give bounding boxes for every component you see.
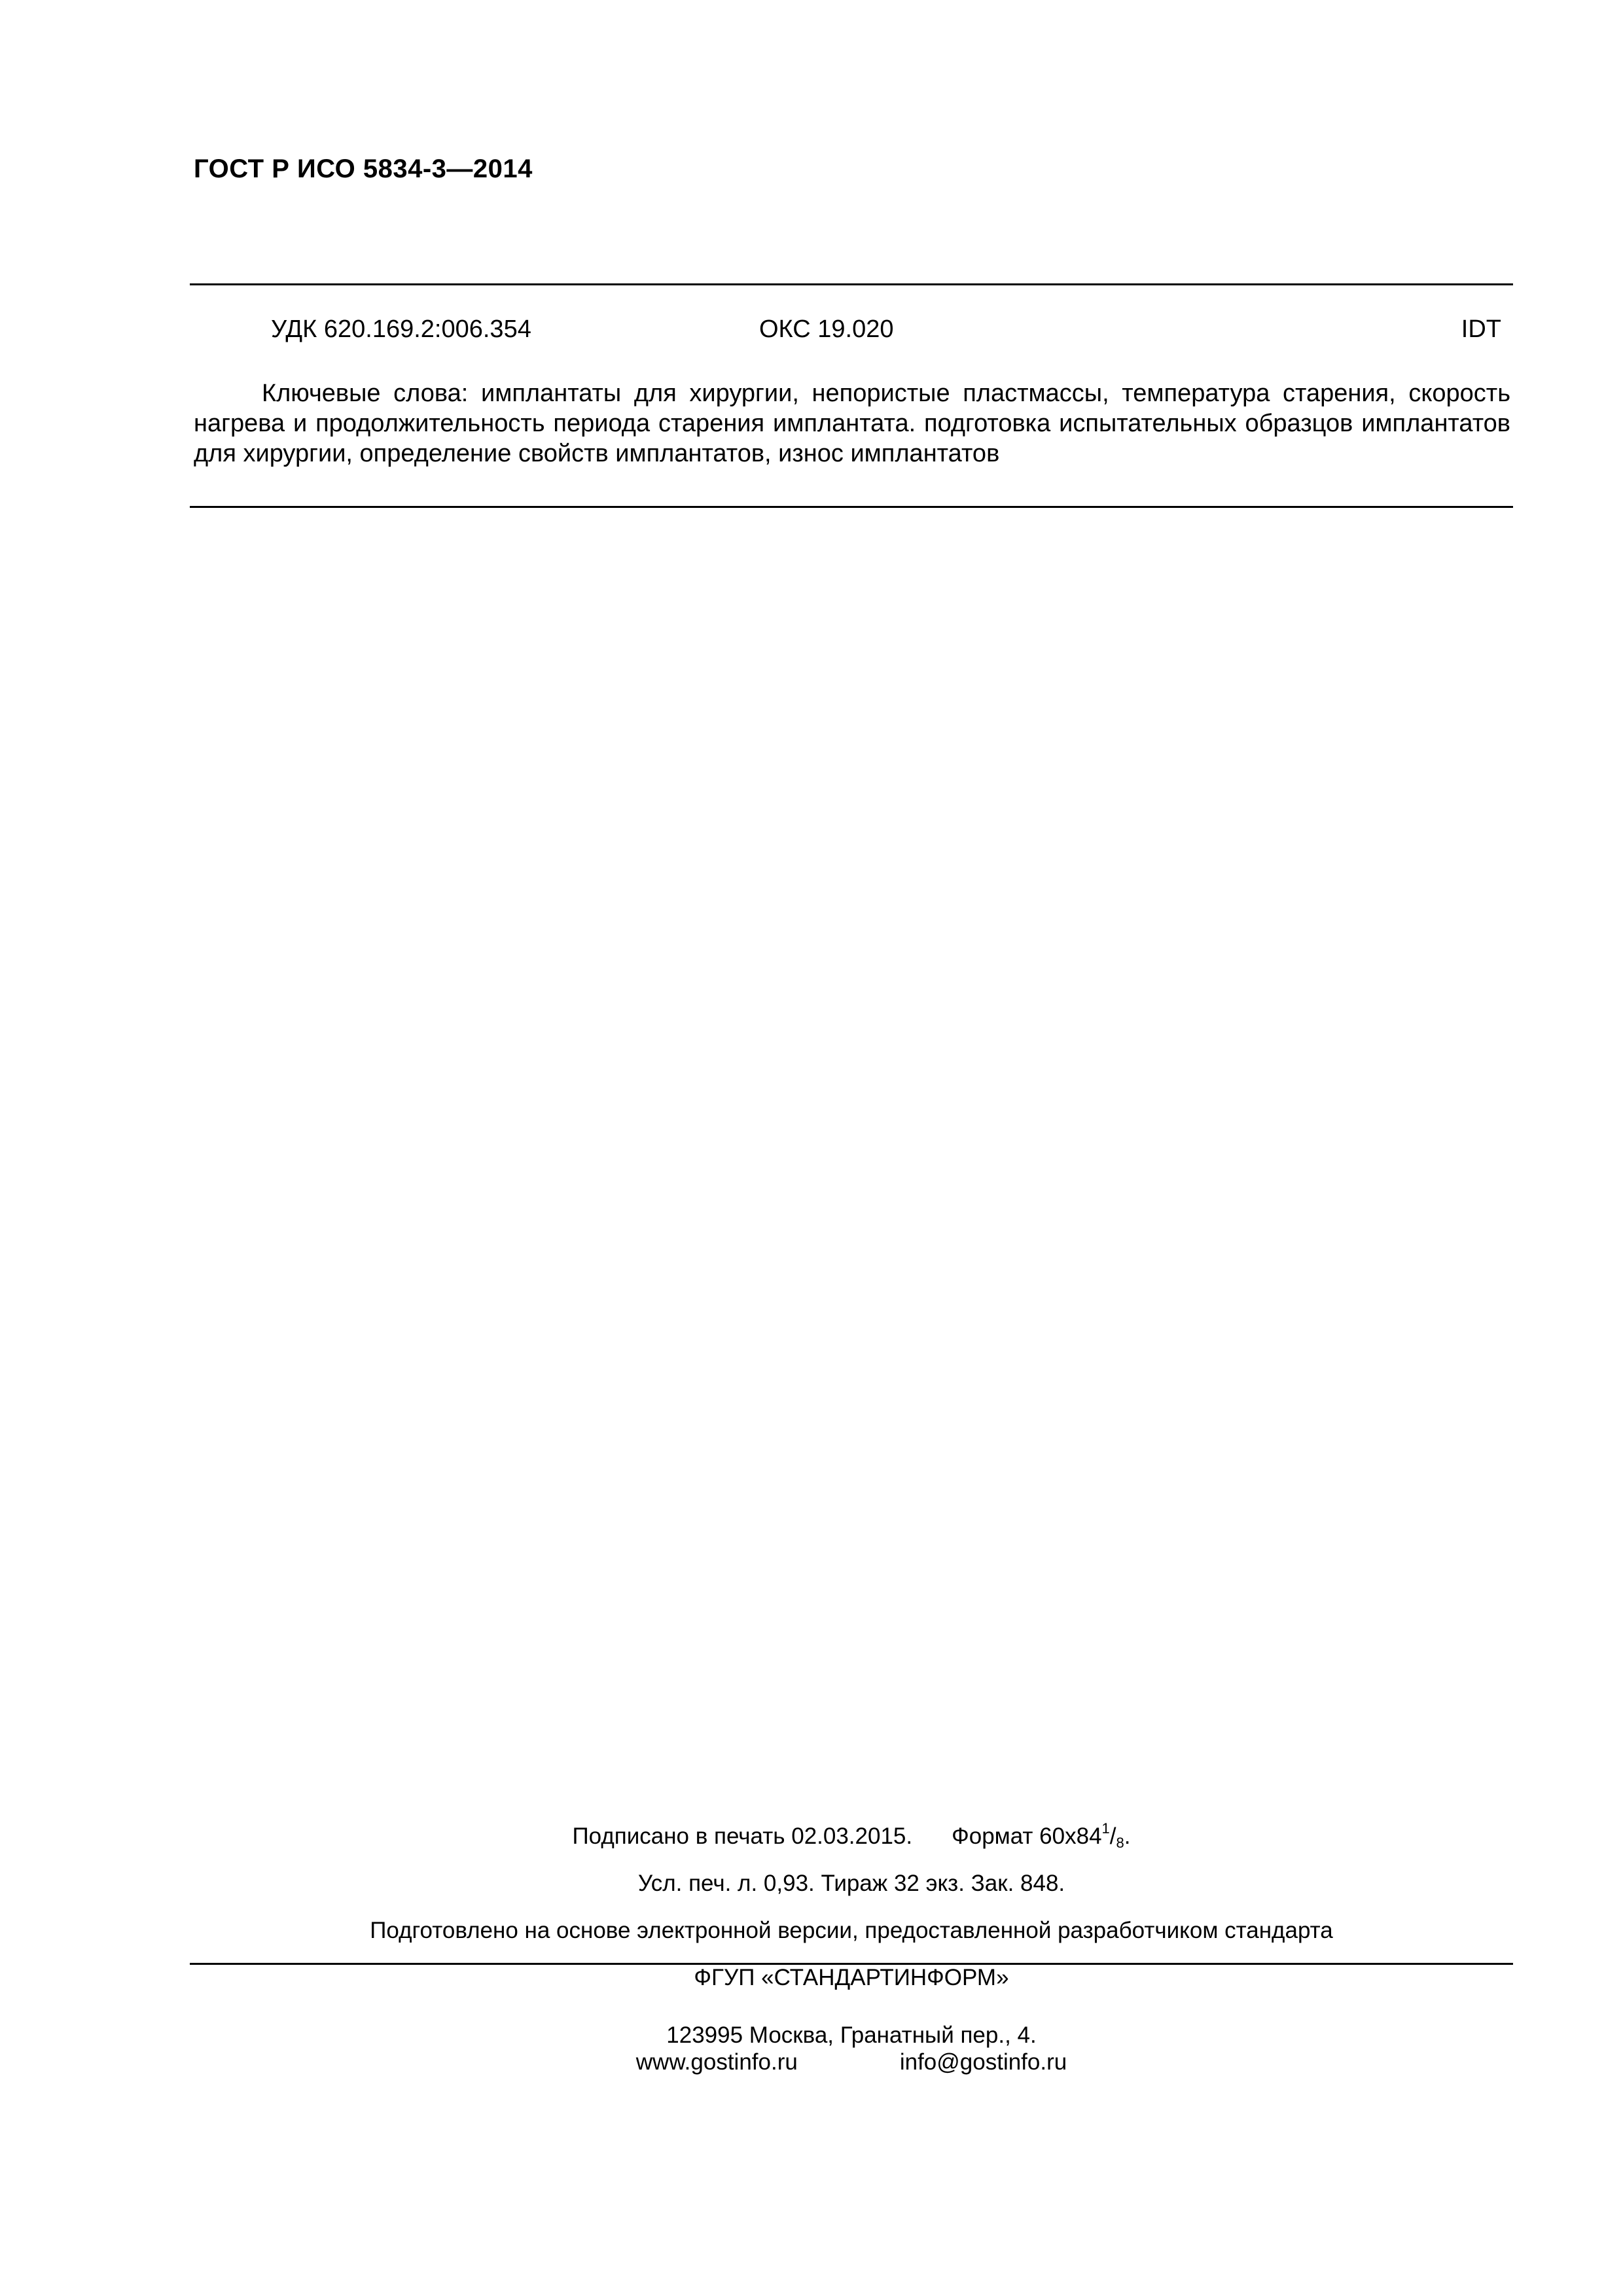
format-denominator: 8 [1116,1835,1124,1851]
prepared-note: Подготовлено на основе электронной версии, предоставленной разработчиком стандарта [370,1918,1333,1943]
print-info: Усл. печ. л. 0,93. Тираж 32 экз. Зак. 848. [637,1871,1065,1896]
udk-code: УДК 620.169.2:006.354 [271,315,531,343]
publisher-name: ФГУП «СТАНДАРТИНФОРМ» [694,1965,1009,1990]
divider-top [190,283,1513,285]
format-slash: / [1109,1823,1116,1849]
divider-middle [190,506,1513,508]
oks-code: ОКС 19.020 [759,315,894,343]
publisher-website[interactable]: www.gostinfo.ru [635,2049,798,2075]
document-code: ГОСТ Р ИСО 5834-3—2014 [194,154,533,183]
publisher-email[interactable]: info@gostinfo.ru [899,2049,1067,2075]
publisher-contacts [190,2049,1513,2075]
format-period: . [1124,1823,1131,1849]
format-label: Формат 60x84 [952,1823,1102,1849]
idt-label: IDT [1461,315,1501,343]
keywords-paragraph: Ключевые слова: имплантаты для хирургии, непористые пластмассы, температура старения, скорость нагрева и продолжительность периода старения имплантата. подготовка испытательных образцов имплантатов для хирургии, определение свойств имплантатов, износ имплантатов [194,380,1510,467]
format-numerator: 1 [1101,1820,1110,1837]
signed-date: Подписано в печать 02.03.2015. [572,1823,913,1849]
paper-format [952,1820,1131,1851]
publisher-address: 123995 Москва, Гранатный пер., 4. [666,2022,1037,2048]
imprint-signed-line [190,1820,1513,1851]
